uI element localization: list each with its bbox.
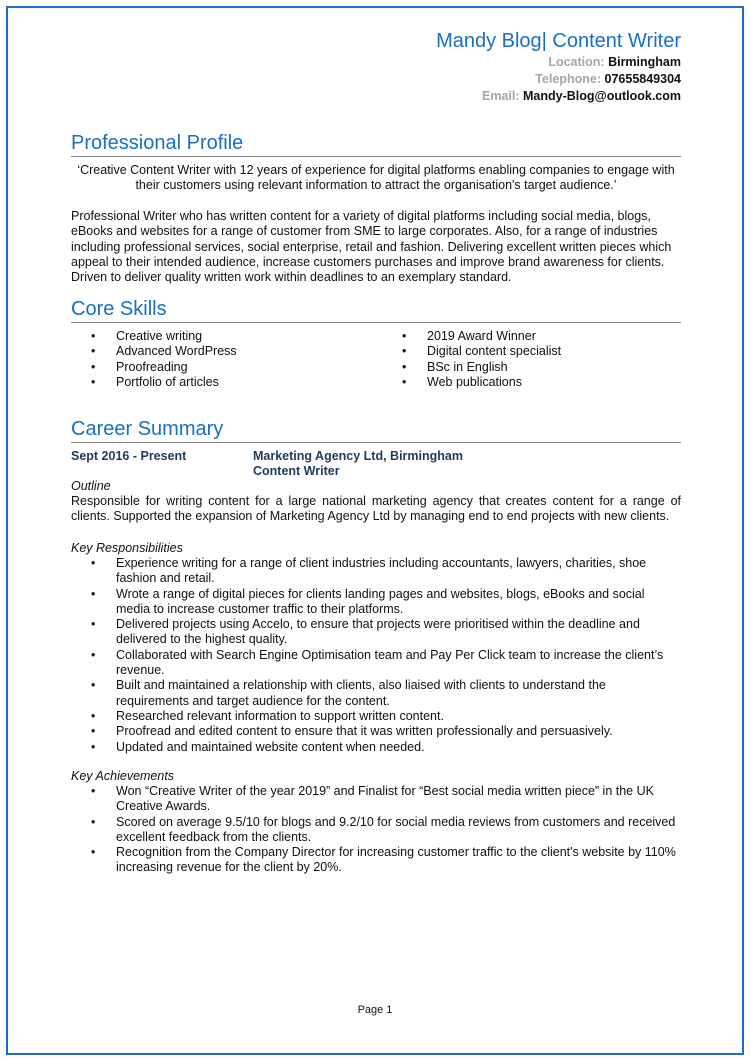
job-company: Marketing Agency Ltd, Birmingham [253,449,463,463]
email-value[interactable]: Mandy-Blog@outlook.com [522,89,681,103]
list-item: • Collaborated with Search Engine Optimisation team and Pay Per Click team to increase the client’s revenue. [71,648,681,679]
skill-item: • Creative writing [71,329,371,344]
list-item: • Recognition from the Company Director for increasing customer traffic to the client's website by 110% increasing revenue for the client by 20%. [71,845,681,876]
candidate-name: Mandy Blog| Content Writer [436,30,681,52]
achievements-heading: Key Achievements [71,769,175,783]
profile-body: Professional Writer who has written content for a variety of digital platforms including social media, blogs, eBooks and websites for a range of customer from SME to large corporates. Also, for a range of industries including professional services, social enterprise, retail and fashion. Delivering excellent written pieces which appeal to their intended audience, increase customers purchases and improve brand awareness for clients. Driven to deliver quality written work within deadlines to an exemplary standard. [71,209,672,285]
list-item: • Won “Creative Writer of the year 2019” and Finalist for “Best social media written piece” in the UK Creative Awards. [71,784,681,815]
page-number: Page 1 [357,1004,393,1016]
responsibilities-list [71,556,681,755]
location-line [436,54,681,71]
list-item: • Researched relevant information to support written content. [71,709,681,724]
skill-item: • 2019 Award Winner [382,329,681,344]
profile-section-title: Professional Profile [71,131,681,157]
telephone-line [436,71,681,88]
skills-list-left [71,329,371,390]
location-value: Birmingham [608,55,681,69]
skills-section-title: Core Skills [71,297,681,323]
list-item: • Scored on average 9.5/10 for blogs and 9.2/10 for social media reviews from customers and received excellent feedback from the clients. [71,815,681,846]
location-label: Location: [548,55,605,69]
email-label: Email: [481,89,520,103]
telephone-value: 07655849304 [604,72,681,86]
outline-heading: Outline [71,479,111,493]
responsibilities-heading: Key Responsibilities [71,541,183,555]
outline-text: Responsible for writing content for a large national marketing agency that creates content for a range of clients. Supported the expansion of Marketing Agency Ltd by managing end to end projects with new clients. [71,494,681,524]
job-title: Content Writer [253,464,340,478]
skill-item: • Proofreading [71,360,371,375]
list-item: • Experience writing for a range of client industries including accountants, lawyers, charities, shoe fashion and retail. [71,556,681,587]
email-line [436,88,681,105]
resume-header [436,28,681,105]
skill-item: • Web publications [382,375,681,390]
skill-item: • Portfolio of articles [71,375,371,390]
list-item: • Wrote a range of digital pieces for clients landing pages and websites, blogs, eBooks and social media to increase customer traffic to their platforms. [71,587,681,618]
skill-item: • BSc in English [382,360,681,375]
skills-list-right [382,329,681,390]
job-dates: Sept 2016 - Present [71,449,187,463]
list-item: • Delivered projects using Accelo, to ensure that projects were prioritised within the deadline and delivered to the highest quality. [71,617,681,648]
list-item: • Updated and maintained website content when needed. [71,740,681,755]
career-section-title: Career Summary [71,417,681,443]
profile-quote: ‘Creative Content Writer with 12 years of experience for digital platforms enabling companies to engage with their customers using relevant information to attract the organisation's target audience.’ [77,163,675,193]
achievements-list [71,784,681,876]
list-item: • Built and maintained a relationship with clients, also liaised with clients to understand the requirements and target audience for the content. [71,678,681,709]
telephone-label: Telephone: [535,72,602,86]
skill-item: • Advanced WordPress [71,344,371,359]
skill-item: • Digital content specialist [382,344,681,359]
list-item: • Proofread and edited content to ensure that it was written professionally and persuasively. [71,724,681,739]
